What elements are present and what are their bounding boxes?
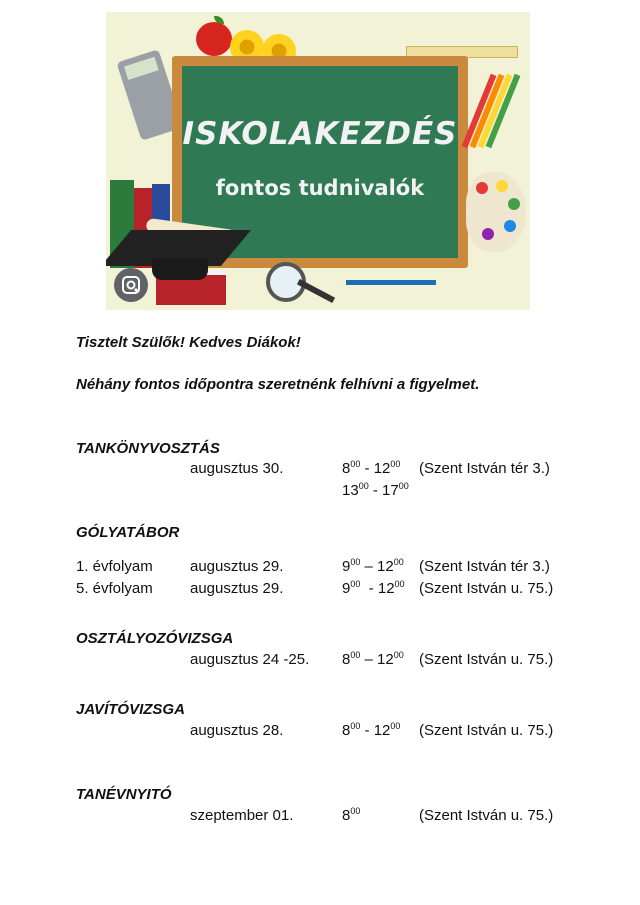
intro-text: Néhány fontos időpontra szeretnénk felhívni a figyelmet. [76, 376, 480, 393]
banner-subtitle: fontos tudnivalók [215, 176, 425, 200]
section-heading-opening: TANÉVNYITÓ [76, 786, 172, 803]
google-lens-icon[interactable] [114, 268, 148, 302]
section-heading-makeup-exam: JAVÍTÓVIZSGA [76, 701, 185, 718]
camp-date: augusztus 29. [190, 580, 284, 597]
banner-title: ISKOLAKEZDÉS [182, 116, 458, 152]
banner-image [106, 12, 530, 310]
opening-place: (Szent István u. 75.) [419, 807, 554, 824]
camp-time: $9^{00} - 12^{00}$ [342, 579, 405, 597]
camp-place: (Szent István tér 3.) [419, 558, 550, 575]
textbook-place: (Szent István tér 3.) [419, 460, 550, 477]
textbook-date: augusztus 30. [190, 460, 284, 477]
textbook-time-1: $8^{00} - 12^{00}$ [342, 459, 401, 477]
makeup-exam-date: augusztus 28. [190, 722, 284, 739]
camp-grade: 5. évfolyam [76, 580, 153, 597]
section-heading-grading-exam: OSZTÁLYOZÓVIZSGA [76, 630, 234, 647]
section-heading-camp: GÓLYATÁBOR [76, 524, 180, 541]
apple-icon [196, 22, 232, 56]
greeting: Tisztelt Szülők! Kedves Diákok! [76, 334, 301, 351]
opening-date: szeptember 01. [190, 807, 294, 824]
makeup-exam-time: $8^{00} - 12^{00}$ [342, 721, 401, 739]
pencils-icon [472, 72, 512, 152]
grading-exam-place: (Szent István u. 75.) [419, 651, 554, 668]
paint-palette-icon [466, 172, 526, 252]
camp-date: augusztus 29. [190, 558, 284, 575]
camp-place: (Szent István u. 75.) [419, 580, 554, 597]
opening-time: $8^{00}$ [342, 806, 361, 824]
camp-time: $9^{00} - 12^{00}$ [342, 557, 404, 575]
camp-grade: 1. évfolyam [76, 558, 153, 575]
textbook-time-2: $13^{00} - 17^{00}$ [342, 481, 409, 499]
makeup-exam-place: (Szent István u. 75.) [419, 722, 554, 739]
pen-icon [346, 280, 436, 285]
section-heading-textbook: TANKÖNYVOSZTÁS [76, 440, 220, 457]
grading-exam-date: augusztus 24 -25. [190, 651, 310, 668]
grading-exam-time: $8^{00} - 12^{00}$ [342, 650, 404, 668]
